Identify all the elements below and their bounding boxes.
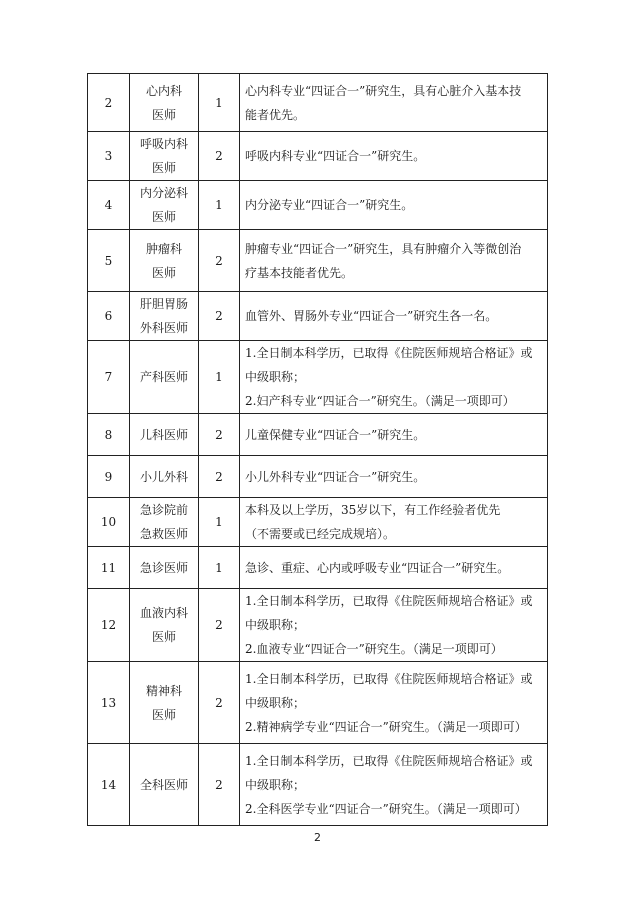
requirement-line: 疗基本技能者优先。 <box>245 265 354 280</box>
requirement-line: 2.精神病学专业“四证合一”研究生。（满足一项即可） <box>245 719 527 734</box>
requirement-line: 1.全日制本科学历，已取得《住院医师规培合格证》或 <box>245 671 533 686</box>
position-line: 医师 <box>151 107 176 122</box>
requirement-line: 儿童保健专业“四证合一”研究生。 <box>245 427 426 442</box>
recruitment-table <box>87 73 548 826</box>
table-row <box>88 414 548 456</box>
position-line: 精神科 <box>145 683 182 698</box>
headcount: 2 <box>199 132 240 181</box>
row-number: 14 <box>88 744 130 826</box>
requirements <box>240 230 548 292</box>
position-name <box>130 498 199 547</box>
position-name <box>130 341 199 414</box>
position-line: 医师 <box>151 210 176 224</box>
requirement-line: 中级职称； <box>245 618 306 632</box>
headcount: 2 <box>199 456 240 498</box>
requirement-line: 2.全科医学专业“四证合一”研究生。（满足一项即可） <box>245 801 527 816</box>
headcount: 1 <box>199 181 240 230</box>
requirements <box>240 414 548 456</box>
headcount: 1 <box>199 74 240 132</box>
requirement-line: 内分泌专业“四证合一”研究生。 <box>245 198 414 212</box>
row-number: 8 <box>88 414 130 456</box>
row-number: 5 <box>88 230 130 292</box>
requirement-line: 小儿外科专业“四证合一”研究生。 <box>245 469 426 484</box>
headcount: 2 <box>199 662 240 744</box>
row-number: 10 <box>88 498 130 547</box>
position-name <box>130 662 199 744</box>
requirements <box>240 132 548 181</box>
requirements <box>240 74 548 132</box>
row-number: 7 <box>88 341 130 414</box>
position-name <box>130 132 199 181</box>
table-row <box>88 230 548 292</box>
requirement-line: 心内科专业“四证合一”研究生，具有心脏介入基本技 <box>245 83 522 98</box>
position-name <box>130 292 199 341</box>
row-number: 3 <box>88 132 130 181</box>
position-name <box>130 456 199 498</box>
row-number: 2 <box>88 74 130 132</box>
requirements <box>240 662 548 744</box>
requirement-line: 能者优先。 <box>245 107 306 122</box>
position-line: 全科医师 <box>139 777 188 792</box>
requirement-line: 中级职称； <box>245 695 306 710</box>
requirements <box>240 547 548 589</box>
position-line: 医师 <box>151 161 176 175</box>
position-line: 急救医师 <box>139 527 188 541</box>
row-number: 6 <box>88 292 130 341</box>
position-line: 医师 <box>151 630 176 644</box>
headcount: 2 <box>199 414 240 456</box>
position-line: 急诊院前 <box>139 503 188 517</box>
headcount: 2 <box>199 292 240 341</box>
position-name <box>130 74 199 132</box>
requirements <box>240 744 548 826</box>
row-number: 4 <box>88 181 130 230</box>
position-line: 医师 <box>151 265 176 280</box>
table-row <box>88 589 548 662</box>
table-row <box>88 547 548 589</box>
position-line: 内分泌科 <box>139 186 188 200</box>
row-number: 13 <box>88 662 130 744</box>
requirement-line: 1.全日制本科学历，已取得《住院医师规培合格证》或 <box>245 753 533 768</box>
table-row <box>88 341 548 414</box>
position-line: 呼吸内科 <box>139 137 188 151</box>
table-row <box>88 456 548 498</box>
requirement-line: 本科及以上学历，35岁以下，有工作经验者优先 <box>245 503 501 517</box>
requirements <box>240 181 548 230</box>
headcount: 1 <box>199 341 240 414</box>
requirement-line: 2.血液专业“四证合一”研究生。（满足一项即可） <box>245 642 503 656</box>
position-line: 肿瘤科 <box>145 241 182 256</box>
table-row <box>88 74 548 132</box>
table-row <box>88 498 548 547</box>
requirement-line: 中级职称； <box>245 777 306 792</box>
position-name <box>130 181 199 230</box>
position-name <box>130 230 199 292</box>
requirement-line: （不需要或已经完成规培）。 <box>245 527 396 541</box>
requirements <box>240 456 548 498</box>
requirements <box>240 292 548 341</box>
position-name <box>130 589 199 662</box>
position-line: 儿科医师 <box>139 427 188 442</box>
table-row <box>88 292 548 341</box>
requirement-line: 2.妇产科专业“四证合一”研究生。（满足一项即可） <box>245 394 515 408</box>
requirement-line: 血管外、胃肠外专业“四证合一”研究生各一名。 <box>245 309 498 323</box>
position-line: 血液内科 <box>139 606 188 620</box>
position-line: 肝胆胃肠 <box>139 297 188 311</box>
position-line: 急诊医师 <box>139 560 188 575</box>
position-name <box>130 744 199 826</box>
position-name <box>130 414 199 456</box>
requirement-line: 肿瘤专业“四证合一”研究生，具有肿瘤介入等微创治 <box>245 241 522 256</box>
position-line: 小儿外科 <box>139 469 188 484</box>
position-line: 产科医师 <box>139 370 188 384</box>
position-line: 医师 <box>151 707 176 722</box>
position-line: 外科医师 <box>139 321 188 335</box>
requirements <box>240 341 548 414</box>
headcount: 2 <box>199 230 240 292</box>
table-row <box>88 181 548 230</box>
headcount: 1 <box>199 547 240 589</box>
headcount: 1 <box>199 498 240 547</box>
row-number: 9 <box>88 456 130 498</box>
page-number: 2 <box>314 831 321 844</box>
requirement-line: 1.全日制本科学历，已取得《住院医师规培合格证》或 <box>245 594 533 608</box>
requirement-line: 中级职称； <box>245 370 306 384</box>
requirement-line: 急诊、重症、心内或呼吸专业“四证合一”研究生。 <box>245 560 510 575</box>
position-line: 心内科 <box>145 83 182 98</box>
requirement-line: 呼吸内科专业“四证合一”研究生。 <box>245 149 426 163</box>
requirements <box>240 498 548 547</box>
table-row <box>88 662 548 744</box>
requirement-line: 1.全日制本科学历，已取得《住院医师规培合格证》或 <box>245 346 533 360</box>
headcount: 2 <box>199 589 240 662</box>
headcount: 2 <box>199 744 240 826</box>
position-name <box>130 547 199 589</box>
requirements <box>240 589 548 662</box>
table-row <box>88 132 548 181</box>
row-number: 12 <box>88 589 130 662</box>
table-row <box>88 744 548 826</box>
row-number: 11 <box>88 547 130 589</box>
